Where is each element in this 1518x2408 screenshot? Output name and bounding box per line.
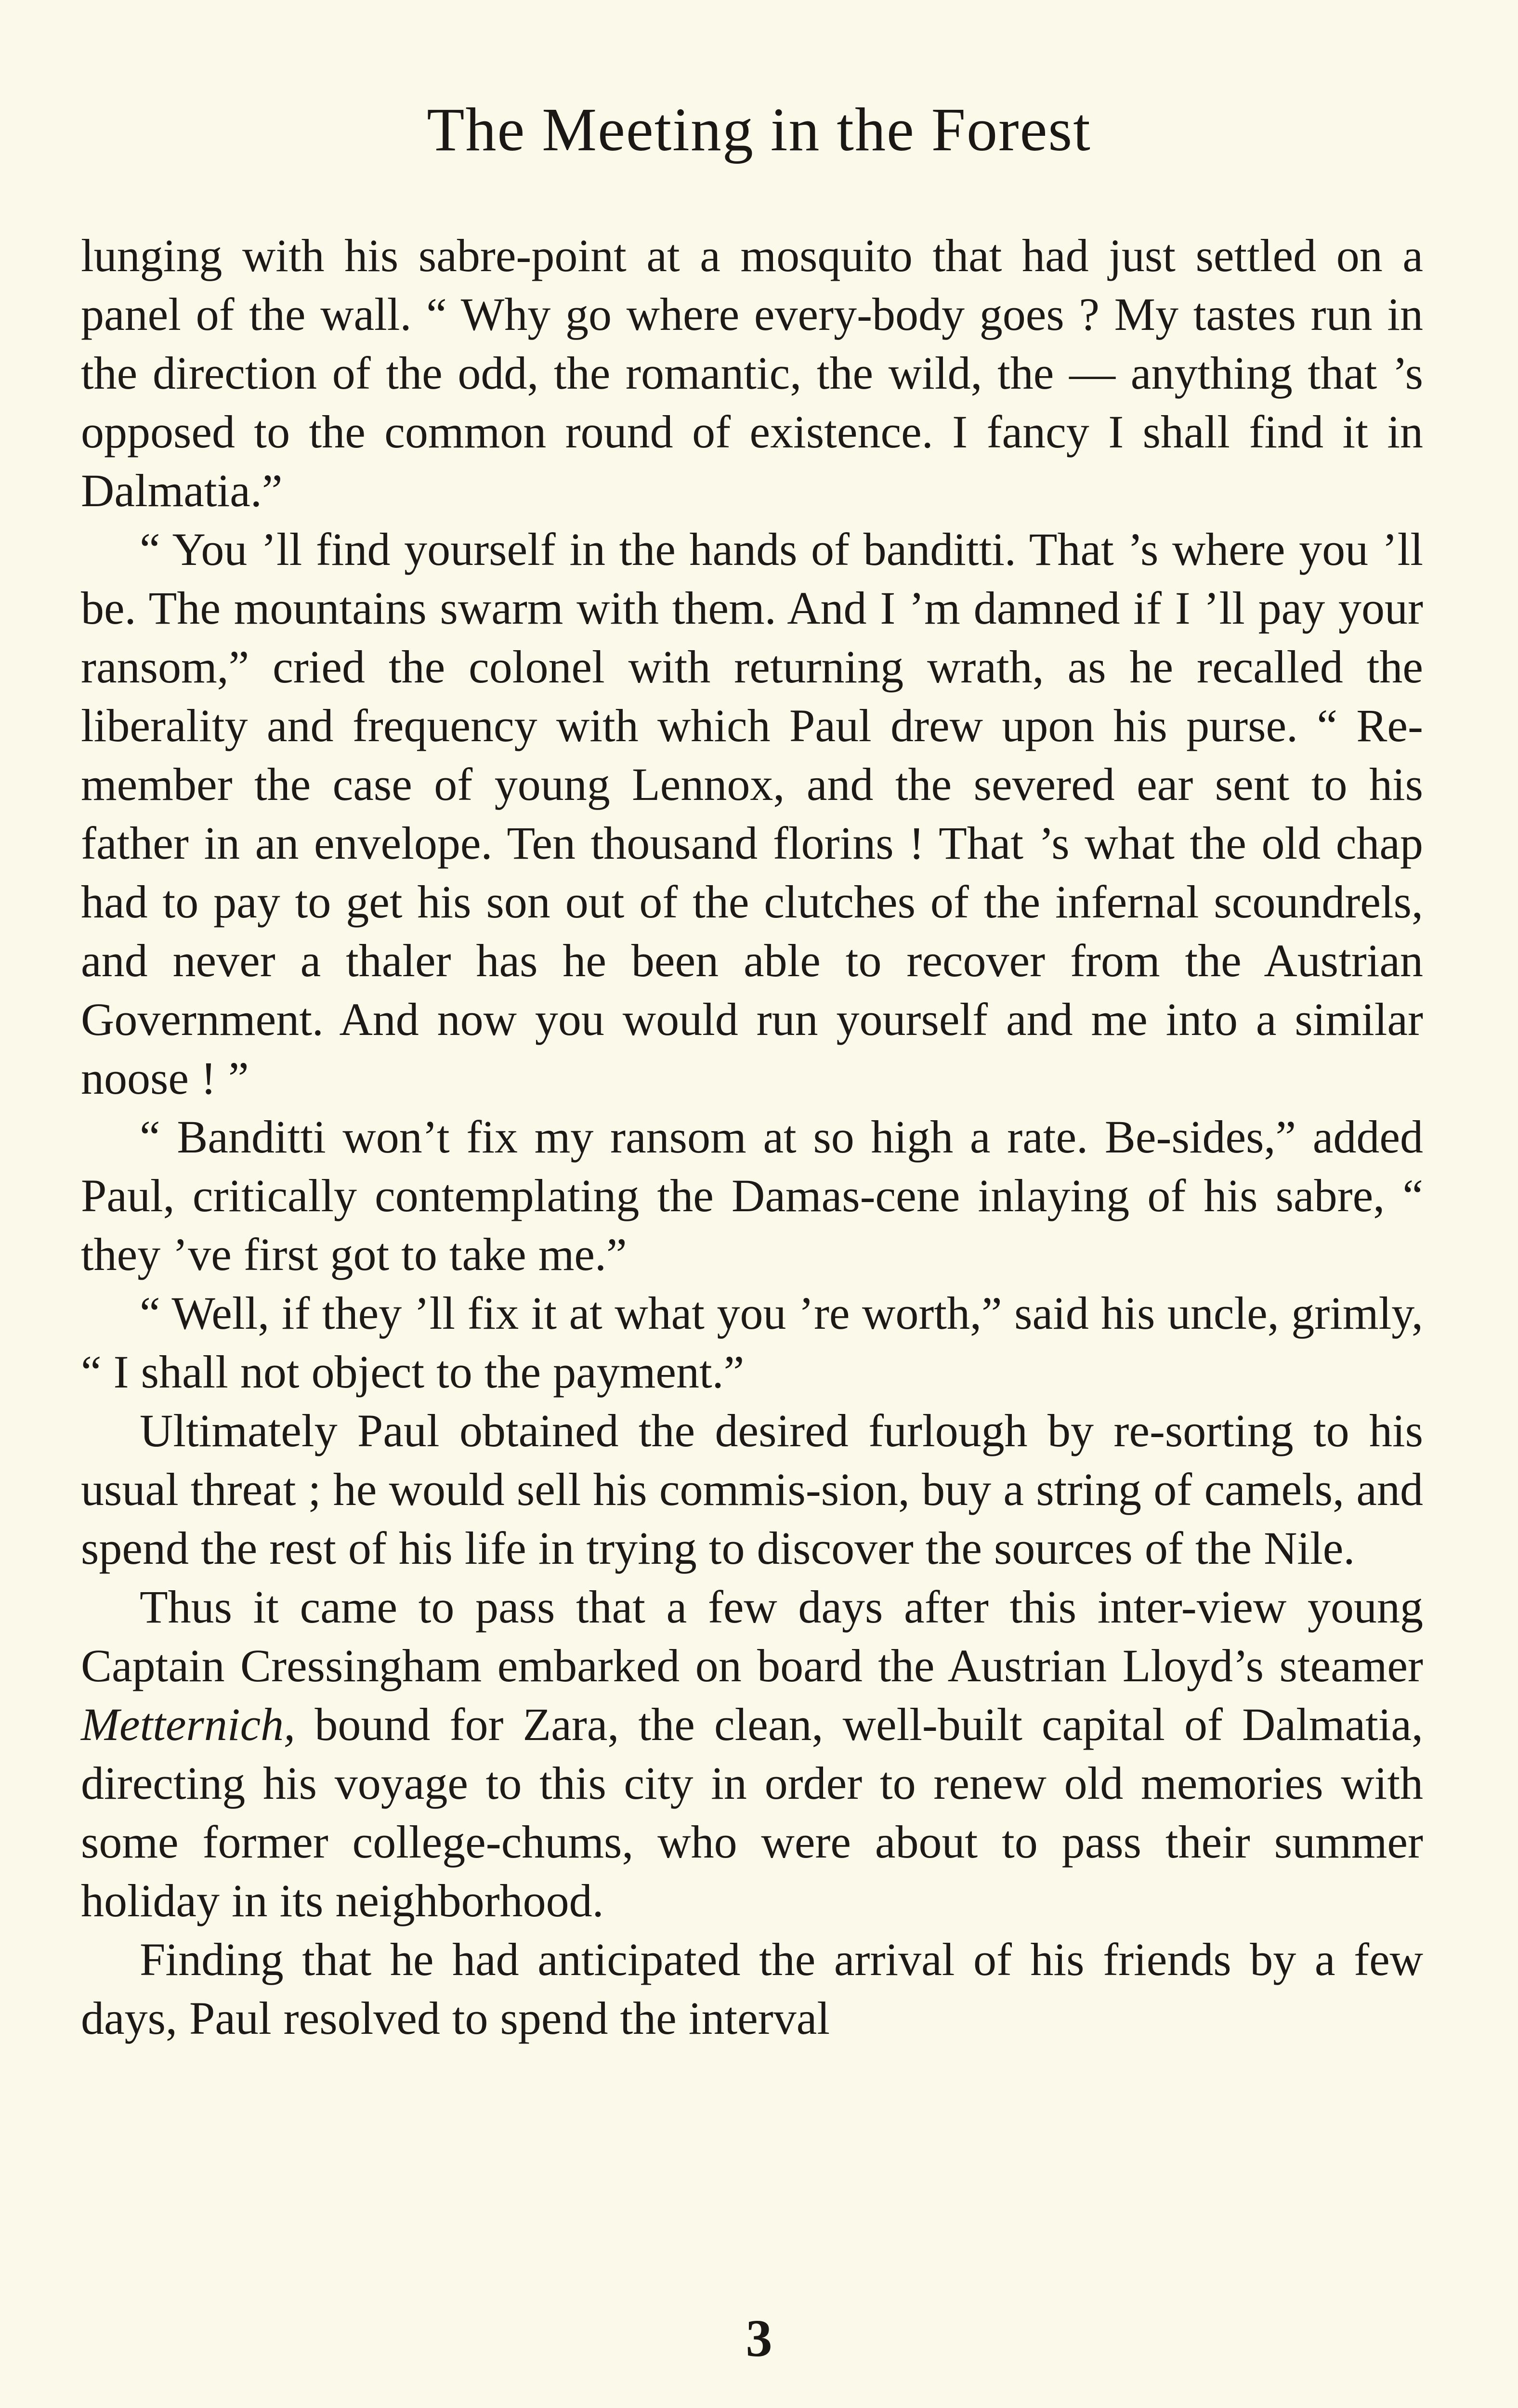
paragraph	[81, 226, 1423, 520]
text-run: “ Banditti won’t fix my ransom at so high a rate. Be-sides,” added Paul, critically contemplating the Damas-cene inlaying of his sabre, “ they ’ve first got to take me.”	[81, 1111, 1423, 1280]
paragraph	[81, 1284, 1423, 1401]
text-run: Finding that he had anticipated the arrival of his friends by a few days, Paul resolved to spend the interval	[81, 1934, 1423, 2044]
paragraph	[81, 1108, 1423, 1284]
text-run: Thus it came to pass that a few days after this inter-view young Captain Cressingham embarked on board the Austrian Lloyd’s steamer	[81, 1581, 1423, 1691]
page-number: 3	[746, 2309, 772, 2368]
text-run: “ Well, if they ’ll fix it at what you ’re worth,” said his uncle, grimly, “ I shall not object to the payment.”	[81, 1287, 1423, 1398]
paragraph	[81, 1401, 1423, 1578]
body-text	[81, 226, 1423, 2048]
text-run: “ You ’ll find yourself in the hands of banditti. That ’s where you ’ll be. The mountains swarm with them. And I ’m damned if I ’ll pay your ransom,” cried the colonel with returning wrath, as he recalled the liberality and frequency with which Paul drew upon his purse. “ Re-member the case of young Lennox, and the severed ear sent to his father in an envelope. Ten thousand florins ! That ’s what the old chap had to pay to get his son out of the clutches of the infernal scoundrels, and never a thaler has he been able to recover from the Austrian Government. And now you would run yourself and me into a similar noose ! ”	[81, 523, 1423, 1104]
text-run: bound for Zara, the clean, well-built capital of Dalmatia, directing his voyage to this city in order to renew old memories with some former college-chums, who were about to pass their summer holiday in its neighborhood.	[81, 1699, 1423, 1926]
paragraph	[81, 1578, 1423, 1930]
paragraph	[81, 520, 1423, 1108]
text-run: Ultimately Paul obtained the desired furlough by re-sorting to his usual threat ; he would sell his commis-sion, buy a string of camels, and spend the rest of his life in trying to discover the sources of the Nile.	[81, 1405, 1423, 1574]
paragraph	[81, 1930, 1423, 2048]
italic-text: Metternich,	[81, 1699, 296, 1750]
text-run: lunging with his sabre-point at a mosquito that had just settled on a panel of the wall. “ Why go where every-body goes ? My tastes run in the direction of the odd, the romantic, the wild, the — anything that ’s opposed to the common round of existence. I fancy I shall find it in Dalmatia.”	[81, 230, 1423, 516]
running-head: The Meeting in the Forest	[427, 95, 1091, 164]
